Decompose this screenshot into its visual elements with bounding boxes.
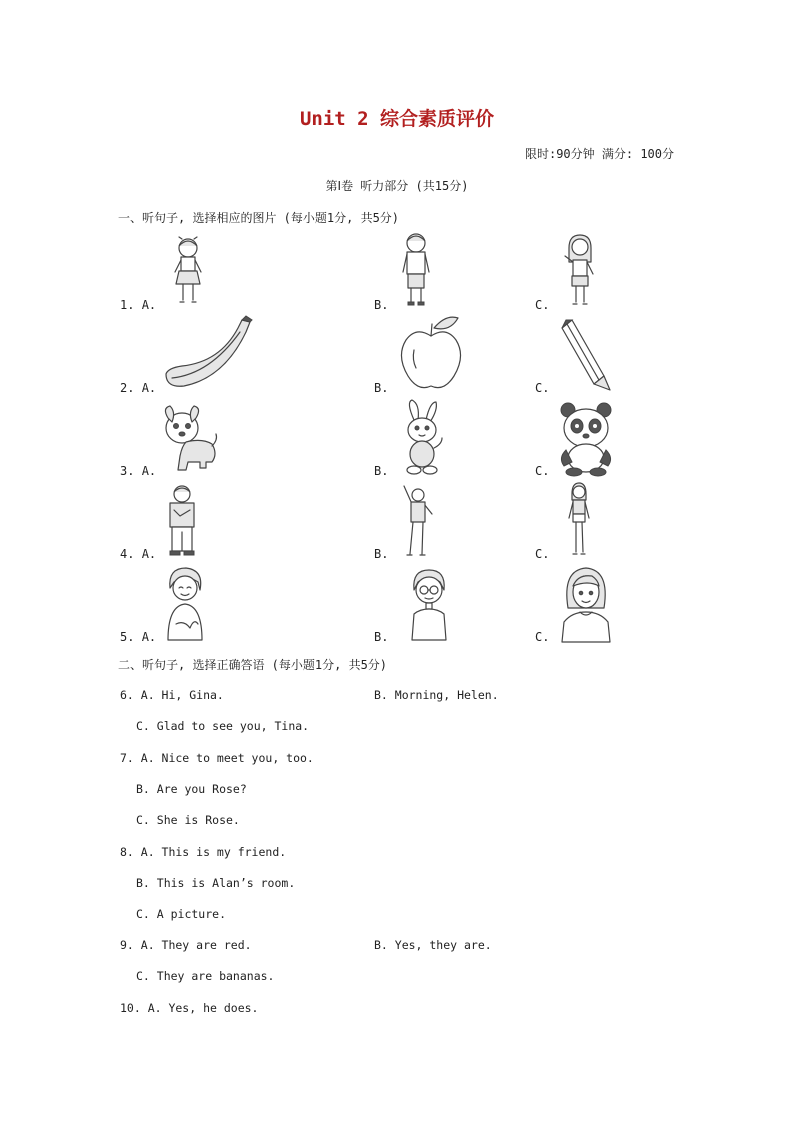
man-waving-image xyxy=(398,484,438,558)
section-2-heading: 二、听句子, 选择正确答语 (每小题1分, 共5分) xyxy=(118,658,388,672)
question-7-option-a[interactable]: 7. A. Nice to meet you, too. xyxy=(120,751,314,765)
pencil-image xyxy=(558,316,614,392)
section-1-heading: 一、听句子, 选择相应的图片 (每小题1分, 共5分) xyxy=(118,211,400,225)
question-5-option-b-label[interactable]: B. xyxy=(374,630,389,644)
man-image xyxy=(164,484,200,558)
question-2-option-b-label[interactable]: B. xyxy=(374,381,389,395)
banana-image xyxy=(162,314,254,392)
question-1-option-a-label[interactable]: 1. A. xyxy=(120,298,157,312)
question-6-option-b[interactable]: B. Morning, Helen. xyxy=(374,688,499,702)
question-8-option-b[interactable]: B. This is Alan’s room. xyxy=(136,876,296,890)
boy-glasses-image xyxy=(408,568,450,640)
panda-image xyxy=(556,402,616,476)
part-subtitle: 第Ⅰ卷 听力部分 (共15分) xyxy=(325,179,469,193)
rabbit-image xyxy=(400,400,446,476)
question-1-option-b-label[interactable]: B. xyxy=(374,298,389,312)
question-4-option-b-label[interactable]: B. xyxy=(374,547,389,561)
question-3-option-b-label[interactable]: B. xyxy=(374,464,389,478)
question-8-option-a[interactable]: 8. A. This is my friend. xyxy=(120,845,287,859)
question-5-option-a-label[interactable]: 5. A. xyxy=(120,630,157,644)
question-6-option-a[interactable]: 6. A. Hi, Gina. xyxy=(120,688,224,702)
question-7-option-c[interactable]: C. She is Rose. xyxy=(136,813,240,827)
question-1-option-c-label[interactable]: C. xyxy=(535,298,550,312)
question-2-option-c-label[interactable]: C. xyxy=(535,381,550,395)
dog-image xyxy=(162,404,220,474)
question-3-option-c-label[interactable]: C. xyxy=(535,464,550,478)
question-8-option-c[interactable]: C. A picture. xyxy=(136,907,227,921)
girl-portrait-image xyxy=(558,566,614,642)
girl-long-hair-image xyxy=(560,234,600,308)
question-5-option-c-label[interactable]: C. xyxy=(535,630,550,644)
question-4-option-a-label[interactable]: 4. A. xyxy=(120,547,157,561)
question-4-option-c-label[interactable]: C. xyxy=(535,547,550,561)
boy-image xyxy=(401,232,431,308)
question-9-option-c[interactable]: C. They are bananas. xyxy=(136,969,275,983)
question-6-option-c[interactable]: C. Glad to see you, Tina. xyxy=(136,719,310,733)
question-2-option-a-label[interactable]: 2. A. xyxy=(120,381,157,395)
question-3-option-a-label[interactable]: 3. A. xyxy=(120,464,157,478)
girl-skirt-image xyxy=(168,236,208,308)
question-10-option-a[interactable]: 10. A. Yes, he does. xyxy=(120,1001,259,1015)
apple-image xyxy=(398,316,464,392)
page-title: Unit 2 综合素质评价 xyxy=(299,108,495,130)
woman-image xyxy=(564,482,594,558)
question-7-option-b[interactable]: B. Are you Rose? xyxy=(136,782,247,796)
grandma-image xyxy=(164,566,206,640)
question-9-option-b[interactable]: B. Yes, they are. xyxy=(374,938,492,952)
time-score-info: 限时:90分钟 满分: 100分 xyxy=(524,147,674,161)
question-9-option-a[interactable]: 9. A. They are red. xyxy=(120,938,252,952)
